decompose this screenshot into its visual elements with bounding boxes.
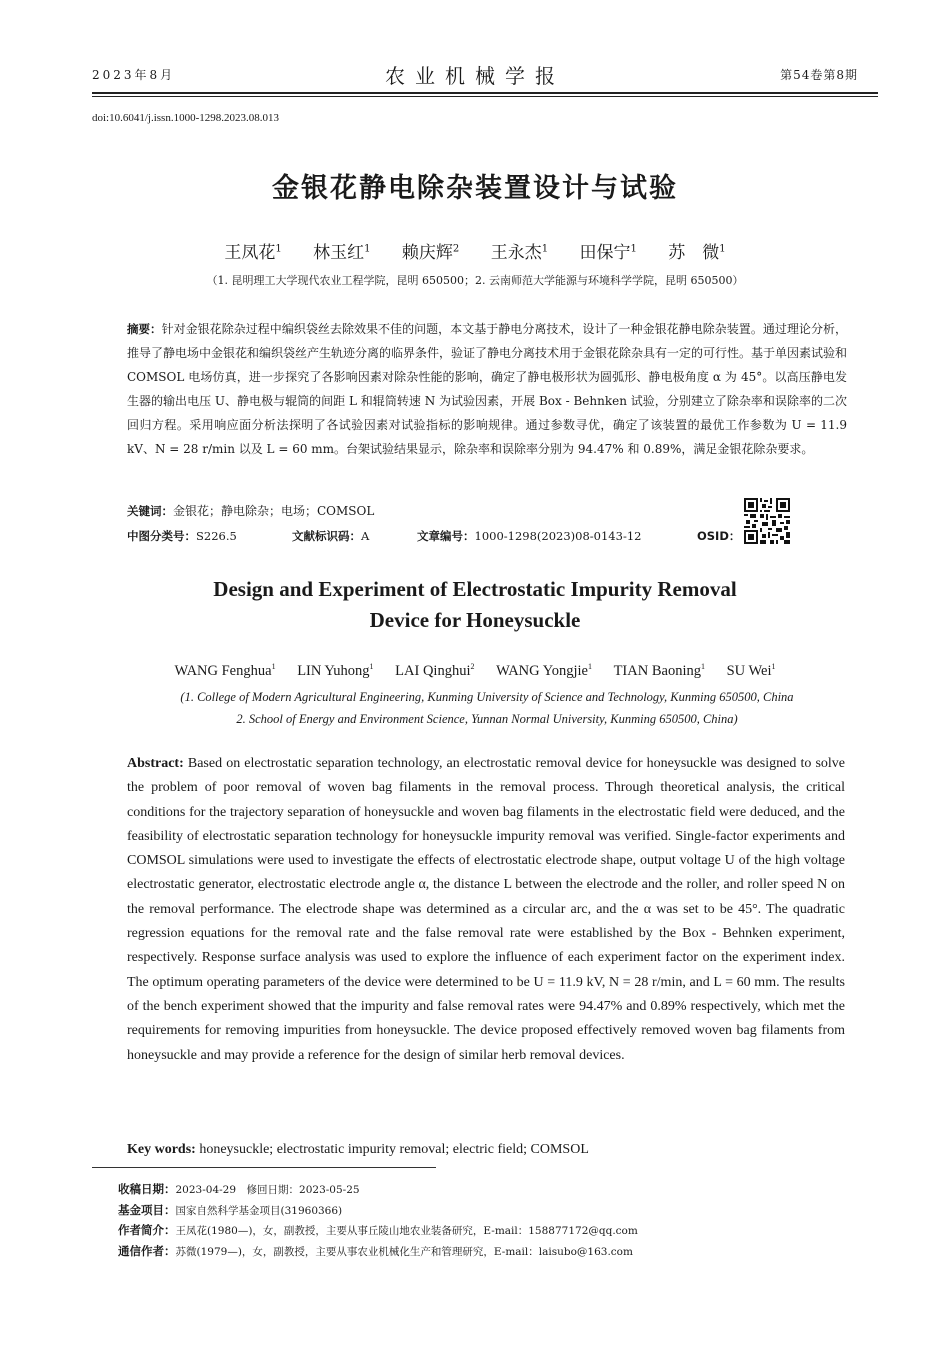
author-cn: 苏 微$^1$ bbox=[668, 243, 726, 263]
footnote-corresponding: 通信作者：苏微(1979—)，女，副教授，主要从事农业机械化生产和管理研究，E-mail：laisubo@163.com bbox=[118, 1243, 633, 1258]
header-rule-thin bbox=[92, 96, 878, 97]
authors-english bbox=[0, 662, 950, 680]
abstract-en-text: Based on electrostatic separation technology, an electrostatic removal device for honeysuckle was designed to solve the problem of poor removal of woven bag filaments in the removal process. Through theoretical analysis, the critical conditions for the trajectory separation of honeysuckle and woven bag filaments in the electrostatic field were deduced, and the feasibility of electrostatic separation technology for honeysuckle impurity removal was verified. Single-factor experiments and COMSOL simulations were used to investigate the effects of electrostatic electrode shape, output voltage U of the high voltage electrostatic generator, electrostatic electrode angle α, the distance L between the electrode and the roller, and roller speed N on the removal performance. The electrode shape was determined as a circular arc, and the α was set to be 45°. The quadratic regression equations for the removal rate and the false removal rate were established by the Box - Behnken experiment, respectively. Response surface analysis was used to explore the influence of each experiment factor on the experiment index. The optimum operating parameters of the device were determined to be U = 11.9 kV, N = 28 r/min, and L = 60 mm. The results of the bench experiment showed that the impurity and false removal rates were 94.47% and 0.89% respectively, which met the requirements for removing impurities from honeysuckle. The device proposed effectively removed woven bag filaments from honeysuckle and may provide a reference for the design of similar herb removal devices. bbox=[127, 756, 846, 1063]
abstract-english bbox=[127, 752, 845, 1068]
authors-chinese bbox=[0, 238, 950, 263]
abstract-cn-label: 摘要： bbox=[127, 322, 162, 336]
author-en: LAI Qinghui$^2$ bbox=[395, 662, 475, 679]
footnote-author-bio: 作者简介：王凤花(1980—)，女，副教授，主要从事丘陵山地农业装备研究，E-mail：158877172@qq.com bbox=[118, 1223, 638, 1238]
author-cn: 田保宁$^1$ bbox=[579, 243, 637, 263]
author-cn: 林玉红$^1$ bbox=[313, 243, 371, 263]
author-en: TIAN Baoning$^1$ bbox=[613, 662, 705, 679]
author-en: SU Wei$^1$ bbox=[726, 662, 776, 679]
footnote-rule bbox=[92, 1167, 436, 1168]
keywords-english: Key words: honeysuckle; electrostatic impurity removal; electric field; COMSOL bbox=[127, 1142, 589, 1157]
footnotes bbox=[118, 1180, 638, 1262]
footnote-received: 收稿日期：2023-04-29 修回日期：2023-05-25 bbox=[118, 1182, 360, 1196]
author-cn: 王凤花$^1$ bbox=[224, 243, 282, 263]
title-chinese: 金银花静电除杂装置设计与试验 bbox=[272, 173, 678, 204]
author-en: WANG Fenghua$^1$ bbox=[174, 662, 276, 679]
affiliation-english: (1. College of Modern Agricultural Engineering, Kunming University of Science and Technology, Kunming 650500, China 2. School of Energy and Environment Science, Yunnan Normal University, Kunming 650500, China) bbox=[180, 690, 794, 726]
author-en: LIN Yuhong$^1$ bbox=[297, 662, 374, 679]
abstract-cn-text: 针对金银花除杂过程中编织袋丝去除效果不佳的问题，本文基于静电分离技术，设计了一种金银花静电除杂装置。通过理论分析，推导了静电场中金银花和编织袋丝产生轨迹分离的临界条件，验证了静电分离技术用于金银花除杂具有一定的可行性。基于单因素试验和 COMSOL 电场仿真，进一步探究了各影响因素对除杂性能的影响，确定了静电极形状为圆弧形、静电极角度 α 为 45°。以高压静电发生器的输出电压 U、静电极与辊筒的间距 L 和辊筒转速 N 为试验因素，开展 Box - Behnken 试验，分别建立了除杂率和误除率的二次回归方程。采用响应面分析法探明了各试验因素对试验指标的影响规律。通过参数寻优，确定了该装置的最优工作参数为 U = 11.9 kV、N = 28 r/min 以及 L = 60 mm。台架试验结果显示，除杂率和误除率分别为 94.47% 和 0.89%，满足金银花除杂要求。 bbox=[127, 322, 848, 456]
clc-number: 中图分类号：S226.5 bbox=[127, 529, 237, 543]
header-volume: 第54卷第8期 bbox=[780, 68, 858, 82]
author-cn: 王永杰$^1$ bbox=[490, 243, 549, 263]
osid-label: OSID： bbox=[697, 529, 741, 543]
affiliation-chinese: （1. 昆明理工大学现代农业工程学院，昆明 650500；2. 云南师范大学能源与环境科学学院，昆明 650500） bbox=[206, 274, 744, 287]
abstract-en-label: Abstract: bbox=[127, 756, 184, 771]
article-number: 文章编号：1000-1298(2023)08-0143-12 bbox=[417, 529, 642, 543]
qr-code-icon[interactable] bbox=[744, 498, 790, 544]
author-en: WANG Yongjie$^1$ bbox=[496, 662, 592, 679]
author-cn: 赖庆辉$^2$ bbox=[401, 243, 460, 263]
keywords-chinese: 关键词：金银花；静电除杂；电场；COMSOL bbox=[127, 504, 375, 518]
journal-name: 农业机械学报 bbox=[385, 64, 565, 88]
header-rule-thick bbox=[92, 92, 878, 94]
footnote-funding: 基金项目：国家自然科学基金项目(31960366) bbox=[118, 1202, 343, 1217]
title-english: Design and Experiment of Electrostatic Impurity Removal Device for Honeysuckle bbox=[213, 577, 737, 632]
doc-code: 文献标识码：A bbox=[292, 529, 370, 543]
doi[interactable]: doi:10.6041/j.issn.1000-1298.2023.08.013 bbox=[92, 112, 280, 124]
abstract-chinese bbox=[127, 317, 847, 461]
header-date: 2023年8月 bbox=[92, 68, 176, 82]
